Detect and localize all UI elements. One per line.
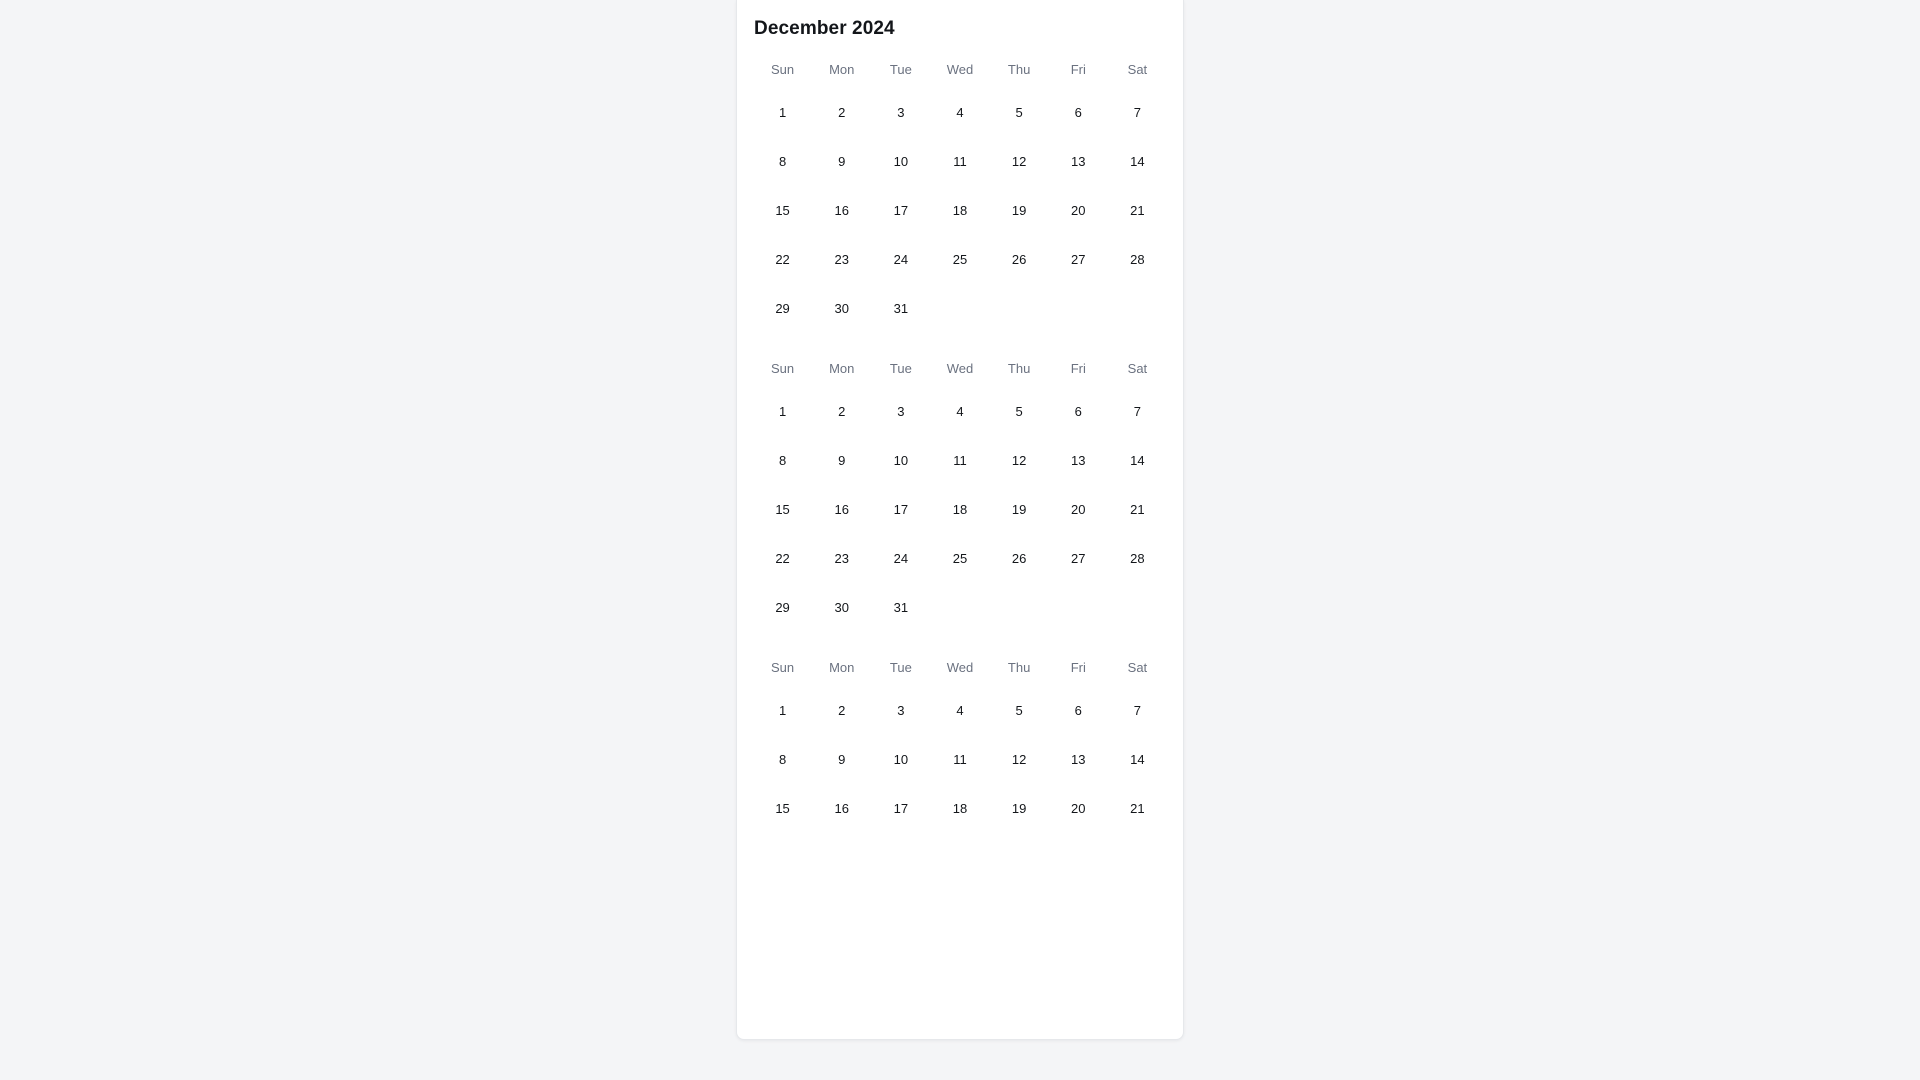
day-cell[interactable]: 10 bbox=[893, 154, 909, 169]
day-cell[interactable]: 1 bbox=[778, 404, 787, 419]
day-cell[interactable]: 18 bbox=[952, 801, 968, 816]
calendar-card bbox=[736, 0, 1184, 1040]
day-cell[interactable]: 11 bbox=[953, 154, 967, 169]
weekday-label: Sat bbox=[1127, 62, 1148, 77]
day-cell[interactable]: 13 bbox=[1071, 154, 1086, 169]
week-row bbox=[753, 186, 1167, 235]
day-cell[interactable]: 18 bbox=[952, 502, 968, 517]
day-cell[interactable]: 22 bbox=[775, 551, 790, 566]
weekday-label: Tue bbox=[889, 361, 912, 376]
day-cell[interactable]: 20 bbox=[1071, 502, 1086, 517]
day-cell[interactable]: 21 bbox=[1130, 203, 1145, 218]
weekday-label: Sun bbox=[771, 62, 795, 77]
day-cell[interactable]: 18 bbox=[952, 203, 968, 218]
weekday-label: Fri bbox=[1070, 361, 1086, 376]
day-cell-empty bbox=[1108, 583, 1167, 632]
weekday-label: Mon bbox=[829, 361, 855, 376]
week-row bbox=[753, 284, 1167, 333]
day-cell[interactable]: 4 bbox=[956, 105, 964, 120]
weekday-label: Wed bbox=[946, 361, 974, 376]
weekday-label: Wed bbox=[946, 660, 974, 675]
day-cell[interactable]: 1 bbox=[778, 105, 787, 120]
day-cell-empty bbox=[990, 583, 1049, 632]
day-cell[interactable]: 25 bbox=[952, 551, 968, 566]
day-cell[interactable]: 7 bbox=[1133, 105, 1142, 120]
day-cell[interactable]: 20 bbox=[1071, 801, 1086, 816]
day-cell-empty bbox=[1049, 583, 1108, 632]
day-cell[interactable]: 31 bbox=[893, 301, 909, 316]
day-cell[interactable]: 28 bbox=[1130, 252, 1145, 267]
weekday-label: Fri bbox=[1070, 660, 1086, 675]
day-cell[interactable]: 24 bbox=[893, 551, 909, 566]
day-cell[interactable]: 21 bbox=[1130, 502, 1145, 517]
day-cell[interactable]: 27 bbox=[1071, 252, 1086, 267]
day-cell[interactable]: 15 bbox=[775, 203, 790, 218]
weekday-header-row bbox=[753, 650, 1167, 686]
week-row bbox=[753, 534, 1167, 583]
day-cell[interactable]: 2 bbox=[838, 404, 846, 419]
day-cell[interactable]: 14 bbox=[1130, 453, 1145, 468]
day-cell-empty bbox=[930, 583, 989, 632]
day-cell[interactable]: 6 bbox=[1074, 404, 1082, 419]
day-cell[interactable]: 17 bbox=[893, 502, 909, 517]
day-cell[interactable]: 3 bbox=[897, 703, 905, 718]
day-cell[interactable]: 26 bbox=[1011, 252, 1027, 267]
day-cell[interactable]: 16 bbox=[834, 203, 849, 218]
weekday-header-row bbox=[753, 52, 1167, 88]
day-cell[interactable]: 15 bbox=[775, 502, 790, 517]
weekday-label: Sat bbox=[1127, 361, 1148, 376]
day-cell[interactable]: 3 bbox=[897, 105, 905, 120]
day-cell[interactable]: 7 bbox=[1133, 404, 1142, 419]
day-cell-empty bbox=[1108, 284, 1167, 333]
day-cell[interactable]: 20 bbox=[1071, 203, 1086, 218]
day-cell[interactable]: 23 bbox=[834, 252, 849, 267]
weekday-label: Mon bbox=[829, 660, 855, 675]
page-title: December 2024 bbox=[754, 18, 895, 39]
week-row bbox=[753, 387, 1167, 436]
week-row bbox=[753, 583, 1167, 632]
day-cell[interactable]: 2 bbox=[838, 703, 846, 718]
day-cell[interactable]: 10 bbox=[893, 752, 909, 767]
day-cell[interactable]: 8 bbox=[778, 154, 787, 169]
week-row bbox=[753, 88, 1167, 137]
day-cell[interactable]: 4 bbox=[956, 703, 964, 718]
day-cell[interactable]: 9 bbox=[838, 752, 846, 767]
weekday-label: Sun bbox=[771, 660, 795, 675]
day-cell[interactable]: 16 bbox=[834, 801, 849, 816]
weekday-label: Thu bbox=[1007, 660, 1031, 675]
day-cell[interactable]: 22 bbox=[775, 252, 790, 267]
day-cell[interactable]: 25 bbox=[952, 252, 968, 267]
day-cell[interactable]: 12 bbox=[1011, 752, 1027, 767]
day-cell[interactable]: 10 bbox=[893, 453, 909, 468]
weekday-label: Tue bbox=[889, 62, 912, 77]
day-cell[interactable]: 5 bbox=[1015, 703, 1023, 718]
day-cell[interactable]: 12 bbox=[1011, 154, 1027, 169]
day-cell[interactable]: 13 bbox=[1071, 752, 1086, 767]
day-cell[interactable]: 29 bbox=[775, 301, 790, 316]
day-cell[interactable]: 31 bbox=[893, 600, 909, 615]
day-cell[interactable]: 21 bbox=[1130, 801, 1145, 816]
day-cell[interactable]: 14 bbox=[1130, 154, 1145, 169]
week-row bbox=[753, 735, 1167, 784]
day-cell[interactable]: 17 bbox=[893, 203, 909, 218]
day-cell[interactable]: 15 bbox=[775, 801, 790, 816]
weekday-header-row bbox=[753, 351, 1167, 387]
day-cell[interactable]: 6 bbox=[1074, 703, 1082, 718]
day-cell[interactable]: 2 bbox=[838, 105, 846, 120]
weekday-label: Sun bbox=[771, 361, 795, 376]
week-row bbox=[753, 686, 1167, 735]
day-cell[interactable]: 16 bbox=[834, 502, 849, 517]
day-cell[interactable]: 12 bbox=[1011, 453, 1027, 468]
month-block bbox=[753, 333, 1167, 632]
day-cell[interactable]: 1 bbox=[778, 703, 787, 718]
weekday-label: Wed bbox=[946, 62, 974, 77]
month-block bbox=[753, 46, 1167, 333]
week-row bbox=[753, 485, 1167, 534]
weekday-label: Fri bbox=[1070, 62, 1086, 77]
day-cell[interactable]: 6 bbox=[1074, 105, 1082, 120]
day-cell[interactable]: 19 bbox=[1011, 203, 1027, 218]
day-cell[interactable]: 9 bbox=[838, 154, 846, 169]
day-cell-empty bbox=[990, 284, 1049, 333]
day-cell[interactable]: 26 bbox=[1011, 551, 1027, 566]
week-row bbox=[753, 235, 1167, 284]
day-cell[interactable]: 28 bbox=[1130, 551, 1145, 566]
day-cell[interactable]: 19 bbox=[1011, 502, 1027, 517]
day-cell[interactable]: 5 bbox=[1015, 105, 1023, 120]
day-cell[interactable]: 14 bbox=[1130, 752, 1145, 767]
day-cell[interactable]: 27 bbox=[1071, 551, 1086, 566]
day-cell[interactable]: 4 bbox=[956, 404, 964, 419]
weekday-label: Mon bbox=[829, 62, 855, 77]
day-cell[interactable]: 11 bbox=[953, 453, 967, 468]
day-cell[interactable]: 5 bbox=[1015, 404, 1023, 419]
day-cell[interactable]: 3 bbox=[897, 404, 905, 419]
week-row bbox=[753, 784, 1167, 833]
day-cell-empty bbox=[930, 284, 989, 333]
day-cell[interactable]: 29 bbox=[775, 600, 790, 615]
day-cell[interactable]: 11 bbox=[953, 752, 967, 767]
day-cell[interactable]: 8 bbox=[778, 752, 787, 767]
day-cell[interactable]: 30 bbox=[834, 600, 849, 615]
day-cell[interactable]: 23 bbox=[834, 551, 849, 566]
day-cell[interactable]: 13 bbox=[1071, 453, 1086, 468]
weekday-label: Thu bbox=[1007, 361, 1031, 376]
month-block bbox=[753, 632, 1167, 833]
day-cell[interactable]: 19 bbox=[1011, 801, 1027, 816]
weekday-label: Thu bbox=[1007, 62, 1031, 77]
calendar-months-container bbox=[753, 46, 1167, 833]
weekday-label: Sat bbox=[1127, 660, 1148, 675]
day-cell-empty bbox=[1049, 284, 1108, 333]
week-row bbox=[753, 137, 1167, 186]
day-cell[interactable]: 17 bbox=[893, 801, 909, 816]
day-cell[interactable]: 30 bbox=[834, 301, 849, 316]
weekday-label: Tue bbox=[889, 660, 912, 675]
day-cell[interactable]: 24 bbox=[893, 252, 909, 267]
day-cell[interactable]: 8 bbox=[778, 453, 787, 468]
day-cell[interactable]: 7 bbox=[1133, 703, 1142, 718]
week-row bbox=[753, 436, 1167, 485]
day-cell[interactable]: 9 bbox=[838, 453, 846, 468]
